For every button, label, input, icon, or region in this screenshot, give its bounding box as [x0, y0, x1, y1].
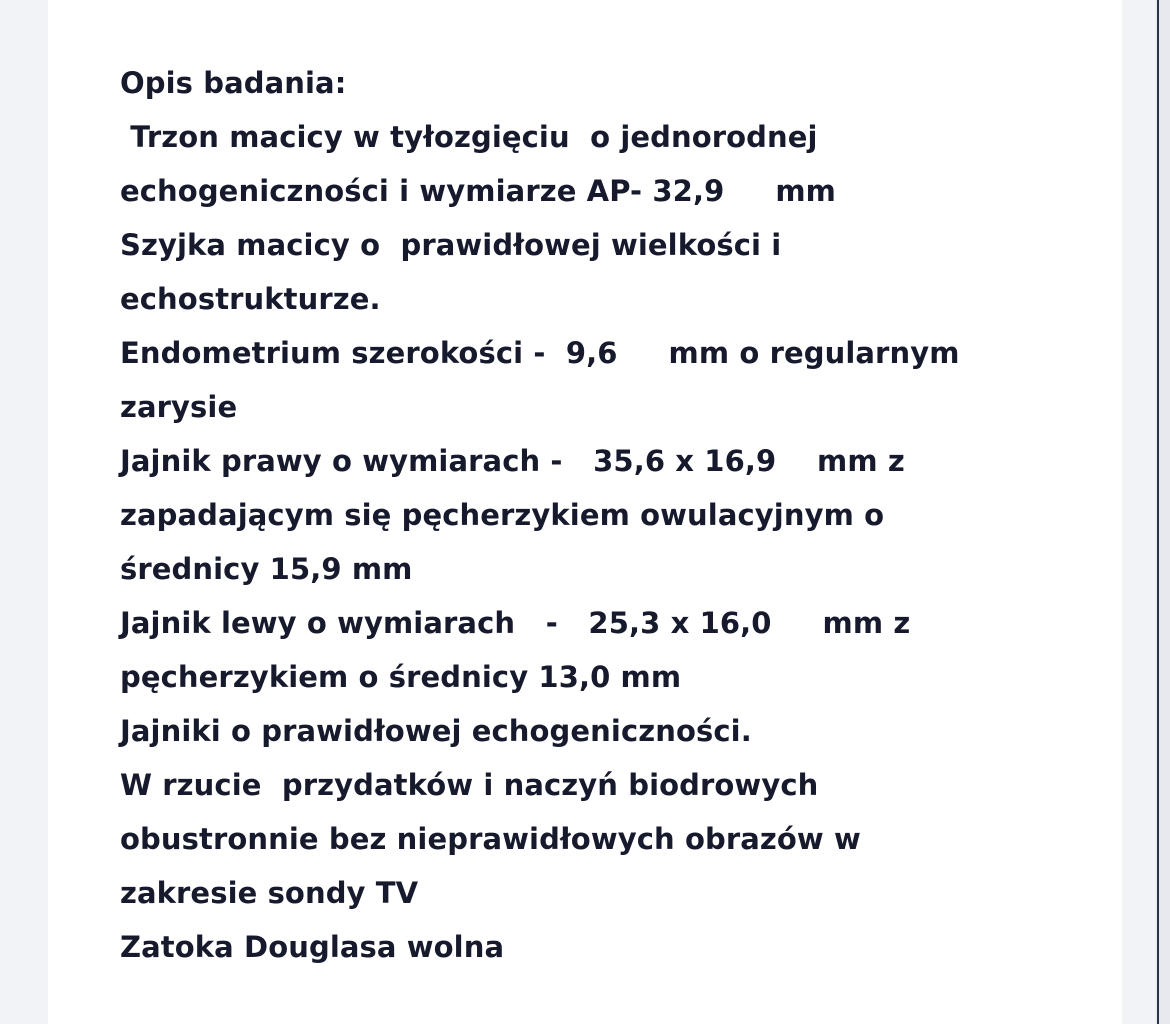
text-line: zakresie sondy TV — [120, 876, 419, 910]
text-line: pęcherzykiem o średnicy 13,0 mm — [120, 660, 682, 694]
text-line: średnicy 15,9 mm — [120, 552, 413, 586]
text-line: Jajnik lewy o wymiarach - 25,3 x 16,0 mm z — [120, 606, 911, 640]
text-line: Szyjka macicy o prawidłowej wielkości i — [120, 228, 782, 262]
text-line: echostrukturze. — [120, 282, 381, 316]
text-line: Trzon macicy w tyłozgięciu o jednorodnej — [120, 120, 818, 154]
text-line: Zatoka Douglasa wolna — [120, 930, 505, 964]
text-line: Jajniki o prawidłowej echogeniczności. — [120, 714, 752, 748]
text-line: echogeniczności i wymiarze AP- 32,9 mm — [120, 174, 836, 208]
text-line: Endometrium szerokości - 9,6 mm o regularnym — [120, 336, 960, 370]
text-line: zarysie — [120, 390, 238, 424]
scrollbar[interactable] — [1157, 0, 1159, 1024]
text-line: obustronnie bez nieprawidłowych obrazów w — [120, 822, 861, 856]
exam-heading: Opis badania: — [120, 66, 347, 100]
text-line: W rzucie przydatków i naczyń biodrowych — [120, 768, 819, 802]
text-line: Jajnik prawy o wymiarach - 35,6 x 16,9 mm z — [120, 444, 905, 478]
exam-description — [120, 56, 1020, 974]
text-line: zapadającym się pęcherzykiem owulacyjnym o — [120, 498, 885, 532]
